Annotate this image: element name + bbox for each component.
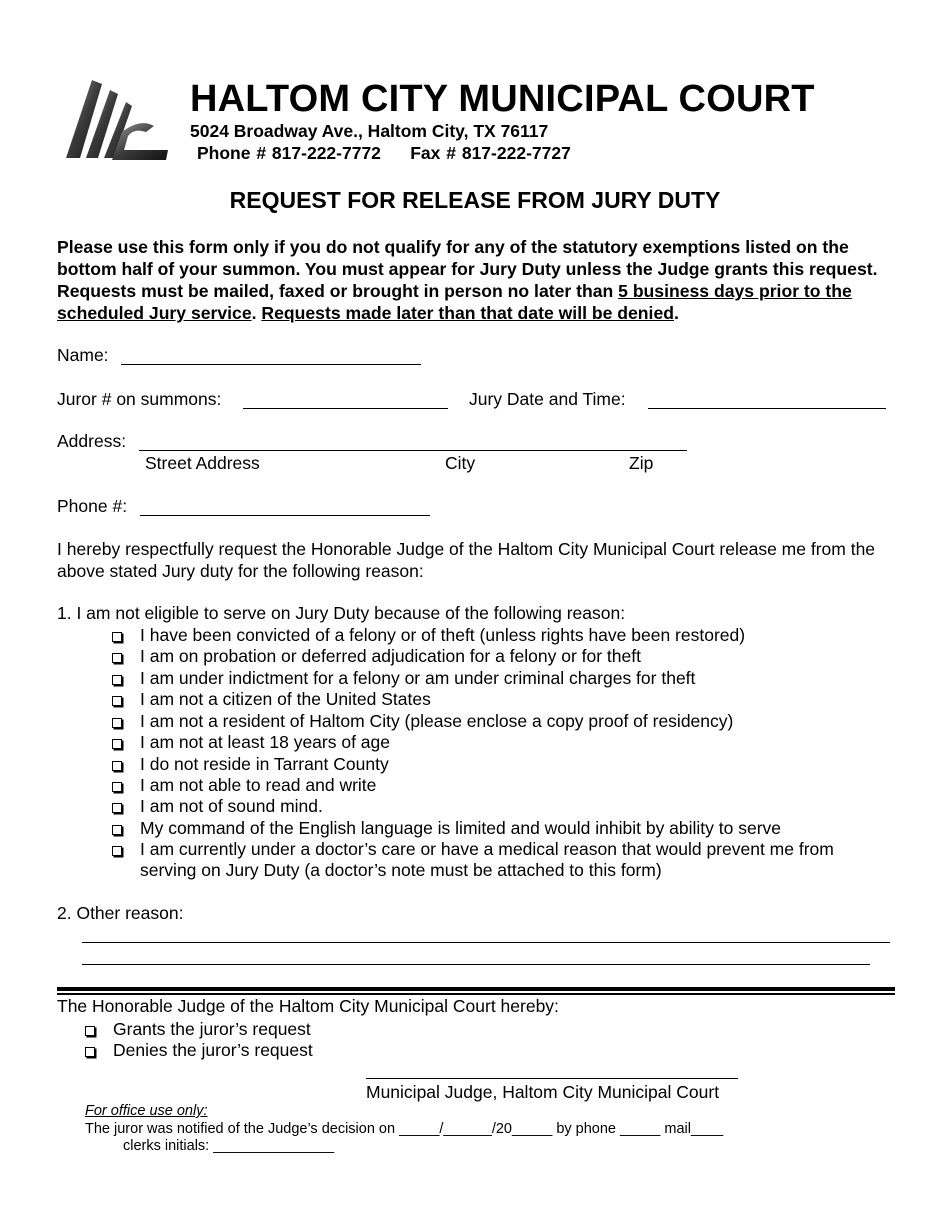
name-label: Name: xyxy=(57,345,109,365)
checkbox[interactable] xyxy=(112,632,122,642)
instructions-text: Please use this form only if you do not qualify for any of the statutory exemptions listed on the bottom half of your summon. You must appear for Jury Duty unless the Judge grants this request. Requests must be mailed, faxed or brought in person no later than xyxy=(57,237,878,301)
court-address: 5024 Broadway Ave., Haltom City, TX 76117 xyxy=(190,121,549,141)
juror-number-field[interactable] xyxy=(243,389,448,409)
request-statement: I hereby respectfully request the Honorable Judge of the Haltom City Municipal Court release me from the above stated Jury duty for the following reason: xyxy=(57,539,876,581)
option-label: I am currently under a doctor’s care or have a medical reason that would prevent me from xyxy=(140,839,834,859)
checkbox[interactable] xyxy=(112,696,122,706)
option-label: I am not of sound mind. xyxy=(140,796,323,816)
option-label: I do not reside in Tarrant County xyxy=(140,754,389,774)
option-label: I am not able to read and write xyxy=(140,775,377,795)
checkbox[interactable] xyxy=(112,718,122,728)
deadline-text: 5 business days prior to the scheduled Jury service xyxy=(57,281,852,323)
jury-date-field[interactable] xyxy=(648,389,886,409)
grant-label: Grants the juror’s request xyxy=(113,1019,311,1039)
city-caption: City xyxy=(445,453,476,473)
court-name: HALTOM CITY MUNICIPAL COURT xyxy=(190,78,815,120)
address-field[interactable] xyxy=(139,431,687,451)
court-phone-fax xyxy=(197,143,571,164)
office-use-heading: For office use only: xyxy=(85,1103,208,1119)
other-reason-line-1[interactable] xyxy=(82,926,890,943)
juror-number-label: Juror # on summons: xyxy=(57,389,222,409)
option-label: My command of the English language is limited and would inhibit by ability to serve xyxy=(140,818,782,838)
option-label: I am on probation or deferred adjudication for a felony or for theft xyxy=(140,646,641,666)
denial-warning: Requests made later than that date will be denied xyxy=(261,303,674,323)
option-label: I am under indictment for a felony or am under criminal charges for theft xyxy=(140,668,696,688)
option-label: I have been convicted of a felony or of theft (unless rights have been restored) xyxy=(140,625,746,645)
office-notified-line: The juror was notified of the Judge’s decision on _____/______/20_____ by phone _____ mail____ xyxy=(85,1121,724,1137)
clerk-initials-line: clerks initials: _______________ xyxy=(123,1138,335,1154)
instructions-sep: . xyxy=(251,303,262,323)
checkbox[interactable] xyxy=(112,653,122,663)
court-fax: Fax # 817-222-7727 xyxy=(410,143,571,163)
court-phone: Phone # 817-222-7772 xyxy=(197,143,381,163)
deny-label: Denies the juror’s request xyxy=(113,1040,313,1060)
option-label: I am not a resident of Haltom City (please enclose a copy proof of residency) xyxy=(140,711,734,731)
instructions xyxy=(57,236,907,324)
option-label: I am not a citizen of the United States xyxy=(140,689,431,709)
phone-field[interactable] xyxy=(140,496,430,516)
jury-date-label: Jury Date and Time: xyxy=(469,389,626,409)
checkbox[interactable] xyxy=(112,825,122,835)
street-caption: Street Address xyxy=(145,453,260,473)
option-label: I am not at least 18 years of age xyxy=(140,732,391,752)
option-medical-continued: serving on Jury Duty (a doctor’s note must be attached to this form) xyxy=(140,860,662,880)
court-logo xyxy=(62,80,170,162)
section-divider xyxy=(57,987,895,991)
checkbox[interactable] xyxy=(112,803,122,813)
checkbox[interactable] xyxy=(112,739,122,749)
judge-signature-line[interactable] xyxy=(366,1060,738,1079)
section-divider-thin xyxy=(57,993,895,995)
checkbox[interactable] xyxy=(112,846,122,856)
reason2-heading: 2. Other reason: xyxy=(57,903,184,923)
reason1-heading: 1. I am not eligible to serve on Jury Duty because of the following reason: xyxy=(57,603,626,623)
judge-signature-caption: Municipal Judge, Haltom City Municipal Court xyxy=(366,1082,720,1102)
zip-caption: Zip xyxy=(629,453,654,473)
name-field[interactable] xyxy=(121,345,421,365)
checkbox[interactable] xyxy=(85,1047,95,1057)
other-reason-line-2[interactable] xyxy=(82,948,870,965)
judge-statement: The Honorable Judge of the Haltom City Municipal Court hereby: xyxy=(57,996,559,1016)
address-label: Address: xyxy=(57,431,127,451)
checkbox[interactable] xyxy=(112,761,122,771)
instructions-end: . xyxy=(673,303,679,323)
checkbox[interactable] xyxy=(112,782,122,792)
phone-label: Phone #: xyxy=(57,496,128,516)
form-title: REQUEST FOR RELEASE FROM JURY DUTY xyxy=(229,187,721,213)
checkbox[interactable] xyxy=(85,1026,95,1036)
checkbox[interactable] xyxy=(112,675,122,685)
